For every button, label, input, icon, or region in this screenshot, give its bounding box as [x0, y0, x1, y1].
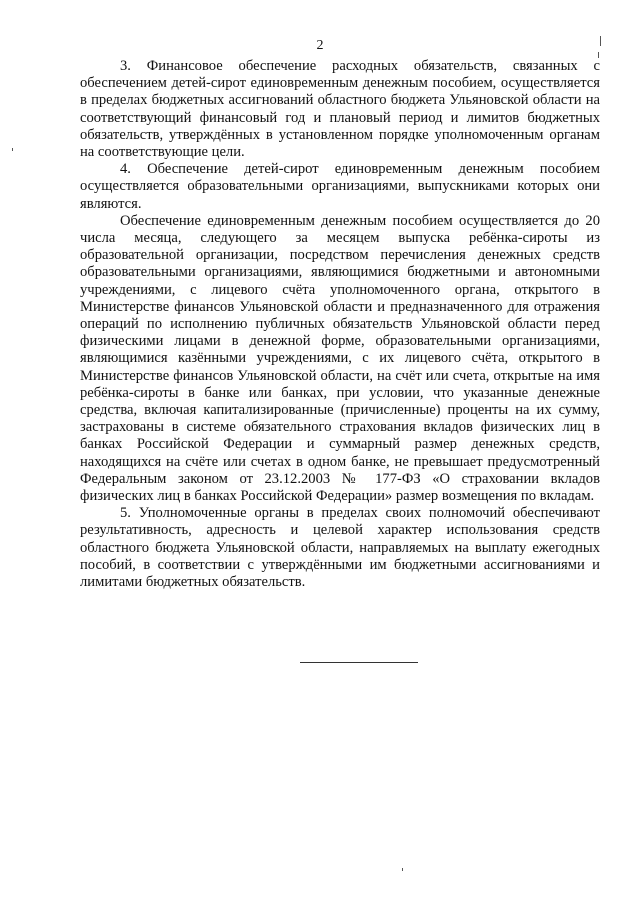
paragraph-4: 4. Обеспечение детей-сирот единовременным денежным пособием осуществляется образовательными организациями, выпускниками которых они являются.	[80, 161, 600, 212]
paragraph-5: 5. Уполномоченные органы в пределах своих полномочий обеспечивают результативность, адресность и целевой характер использования средств областного бюджета Ульяновской области, направляемых на выплату ежегодных пособий, в соответствии с утверждёнными им бюджетными ассигнованиями и лимитами бюджетных обязательств.	[80, 505, 600, 591]
scan-mark	[402, 868, 403, 871]
scan-mark	[12, 148, 13, 151]
scan-mark	[598, 52, 599, 58]
paragraph-3: 3. Финансовое обеспечение расходных обязательств, связанных с обеспечением детей-сирот единовременным денежным пособием, осуществляется в пределах бюджетных ассигнований областного бюджета Ульяновской области на соответствующий финансовый год и плановый период и лимитов бюджетных обязательств, утверждённых в установленном порядке уполномоченным органам на соответствующие цели.	[80, 58, 600, 161]
paragraph-4-continued: Обеспечение единовременным денежным пособием осуществляется до 20 числа месяца, следующего за месяцем выпуска ребёнка-сироты из образовательной организации, посредством перечисления денежных средств образовательными организациями, являющимися бюджетными и автономными учреждениями, с лицевого счёта уполномоченного органа, открытого в Министерстве финансов Ульяновской области и предназначенного для отражения операций по исполнению публичных обязательств Ульяновской области перед физическими лицами в денежной форме, образовательными организациями, являющимися казёнными учреждениями, с их лицевого счёта, открытого в Министерстве финансов Ульяновской области, на счёт или счета, открытые на имя ребёнка-сироты в банке или банках, при условии, что указанные денежные средства, включая капитализированные (причисленные) проценты на их сумму, застрахованы в системе обязательного страхования вкладов физических лиц в банках Российской Федерации и суммарный размер денежных средств, находящихся на счёте или счетах в одном банке, не превышает предусмотренный Федеральным законом от 23.12.2003 № 177-ФЗ «О страховании вкладов физических лиц в банках Российской Федерации» размер возмещения по вкладам.	[80, 212, 600, 505]
page-number: 2	[316, 38, 324, 53]
document-body	[80, 58, 600, 591]
closing-rule	[300, 662, 418, 663]
scan-mark	[600, 36, 601, 46]
